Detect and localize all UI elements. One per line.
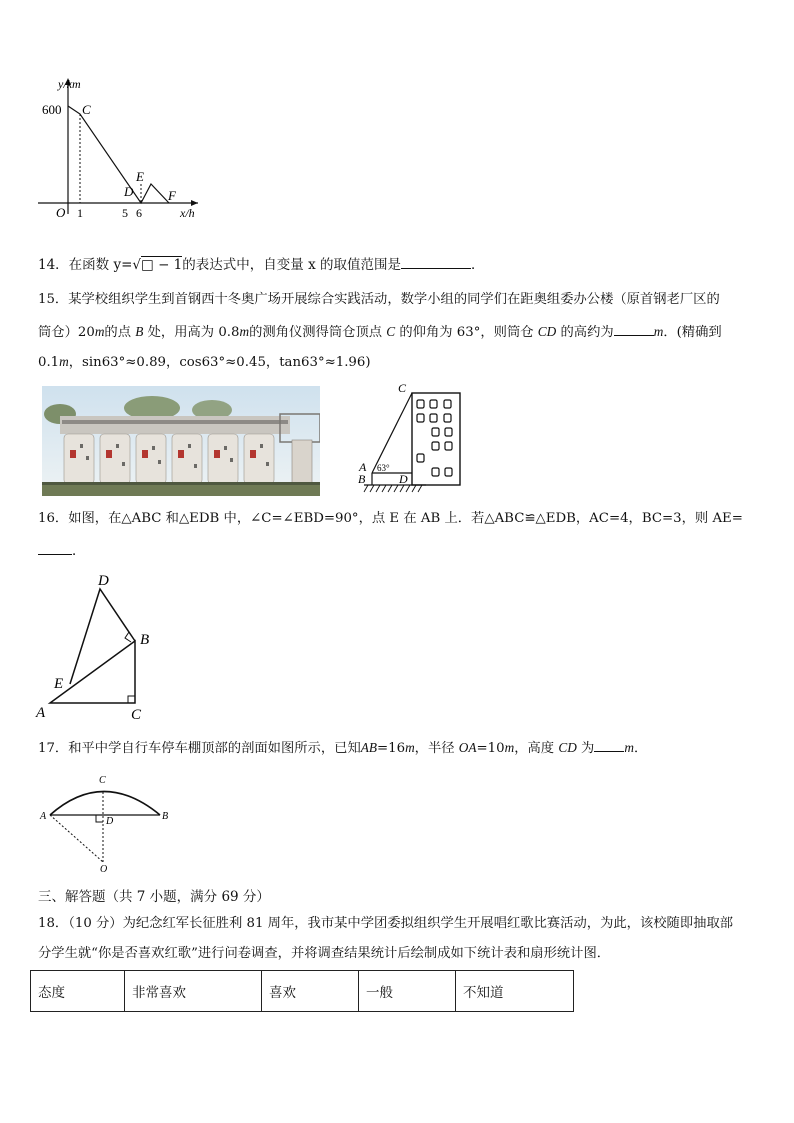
q17-unit: m: [624, 740, 634, 755]
y-tick-600: 600: [42, 102, 62, 117]
right-angle-c: [128, 696, 135, 703]
q15-text: 0.1: [38, 355, 60, 370]
table-cell-dont-know: 不知道: [456, 971, 574, 1012]
q15-answer-blank[interactable]: [614, 321, 654, 336]
q15-text: 的点: [104, 325, 132, 340]
q17-text: 为: [581, 741, 595, 756]
label-b: B: [162, 811, 169, 822]
section-3-title: 三、解答题（共 7 小题，满分 69 分）: [38, 889, 270, 905]
label-e: E: [54, 676, 64, 692]
q16-triangles-figure: [32, 568, 162, 726]
triangle-edb: [70, 589, 135, 684]
label-o: O: [100, 864, 108, 875]
q17-text: ．: [633, 741, 648, 756]
label-d: D: [98, 573, 109, 589]
label-a: A: [36, 705, 46, 721]
label-c: C: [398, 381, 407, 395]
q17-answer-blank[interactable]: [594, 737, 624, 752]
q17-unit: m: [405, 740, 415, 755]
table-cell-attitude: 态度: [31, 971, 125, 1012]
y-axis-label: y/km: [58, 77, 81, 91]
q17-arc-figure: [36, 768, 176, 876]
q14-radicand: □ − 1: [141, 257, 183, 273]
q14-sqrt-symbol: √: [132, 257, 142, 273]
q17-text: ，半径: [414, 741, 455, 756]
triangle-abc: [50, 641, 135, 703]
q17-text: 17．和平中学自行车停车棚顶部的剖面如图所示，已知: [38, 741, 361, 756]
right-angle-d: [96, 815, 103, 822]
question-15-line2: [38, 321, 722, 343]
point-d-label: D: [124, 184, 134, 199]
question-16-line2: [38, 540, 86, 561]
point-c-label: C: [82, 102, 91, 117]
label-d: D: [399, 472, 408, 486]
table-header-row: [31, 971, 574, 1012]
table-cell-very-like: 非常喜欢: [125, 971, 262, 1012]
q14-end: ．: [470, 257, 485, 273]
label-a: A: [359, 460, 367, 474]
question-18-line2: 分学生就“你是否喜欢红歌”进行问卷调查，并将调查结果统计后绘制成如下统计表和扇形统计图．: [38, 946, 611, 961]
table-cell-average: 一般: [359, 971, 456, 1012]
silo-building: [412, 393, 460, 485]
label-angle: 63°: [377, 463, 390, 473]
q16-answer-blank[interactable]: [38, 540, 72, 555]
q15-text: ．(精确到: [663, 325, 722, 340]
q15-unit: m: [94, 324, 105, 339]
point-f-label: F: [168, 188, 176, 203]
question-15-line1: 15．某学校组织学生到首钢西十冬奥广场开展综合实践活动，数学小组的同学们在距奥组委办公楼（原首钢老厂区的: [38, 292, 720, 307]
q13-distance-time-graph: [30, 72, 210, 222]
graph-line: [68, 106, 169, 203]
q18-survey-table: [30, 970, 574, 1012]
arc-acb: [50, 792, 160, 816]
q14-answer-blank[interactable]: [401, 254, 471, 269]
question-17: [38, 737, 647, 759]
q14-suffix: 的表达式中，自变量 x 的取值范围是: [182, 257, 401, 273]
q16-end: ．: [72, 543, 86, 559]
sight-line-ac: [372, 393, 412, 473]
x-tick-5: 5: [122, 206, 128, 220]
q15-text: 的测角仪测得筒仓顶点: [249, 325, 383, 340]
q15-point-c: C: [386, 324, 396, 339]
q15-geometry-figure: [350, 380, 470, 495]
question-18-line1: 18．（10 分）为纪念红军长征胜利 81 周年，我市某中学团委拟组织学生开展唱红歌比赛活动，为此，该校随即抽取部: [38, 916, 734, 931]
q15-segment-cd: CD: [537, 324, 557, 339]
question-14: [38, 254, 484, 275]
q14-prefix: 14．在函数 y=: [38, 257, 133, 273]
q17-text: =10: [476, 741, 505, 756]
q17-segment-cd: CD: [558, 740, 577, 755]
q17-text: =16: [377, 741, 406, 756]
question-15-line3: [38, 352, 371, 373]
x-tick-1: 1: [77, 206, 83, 220]
label-a: A: [40, 811, 47, 822]
q15-unit: m: [59, 354, 69, 369]
label-c: C: [99, 775, 106, 786]
label-b: B: [358, 472, 366, 486]
label-c: C: [131, 707, 142, 723]
radius-oa-dashed: [50, 815, 103, 862]
origin-label: O: [56, 205, 66, 220]
q15-unit: m: [653, 324, 664, 339]
point-e-label: E: [136, 169, 144, 184]
q17-text: ，高度: [514, 741, 555, 756]
q15-text: 筒仓）20: [38, 325, 95, 340]
x-tick-6: 6: [136, 206, 142, 220]
q15-point-b: B: [135, 324, 144, 339]
q17-segment-ab: AB: [360, 740, 377, 755]
q15-text: ，sin63°≈0.89，cos63°≈0.45，tan63°≈1.96): [68, 355, 371, 370]
label-d: D: [106, 816, 114, 827]
q17-unit: m: [504, 740, 515, 755]
table-cell-like: 喜欢: [262, 971, 359, 1012]
q15-text: 的高约为: [560, 325, 614, 340]
q15-unit: m: [239, 324, 250, 339]
label-b: B: [140, 632, 150, 648]
question-16-line1: 16．如图，在△ABC 和△EDB 中，∠C=∠EBD=90°，点 E 在 AB 上．若△ABC≌△EDB，AC=4，BC=3，则 AE=: [38, 511, 743, 526]
q15-text: 处，用高为 0.8: [147, 325, 240, 340]
x-axis-label: x/h: [180, 206, 195, 220]
q15-text: 的仰角为 63°，则筒仓: [399, 325, 534, 340]
q17-segment-oa: OA: [458, 740, 477, 755]
q15-building-photo: [42, 386, 320, 496]
